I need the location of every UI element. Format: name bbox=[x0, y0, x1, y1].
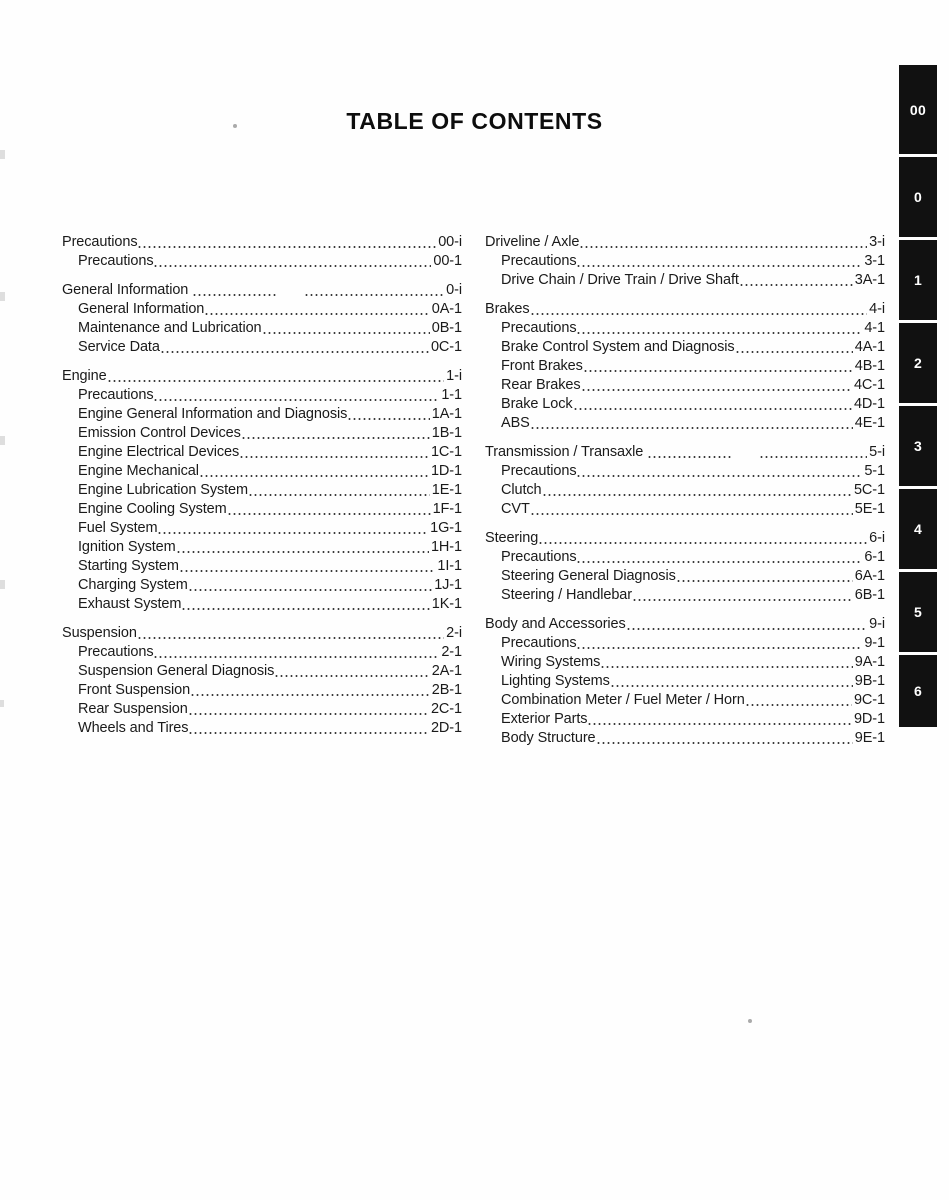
toc-page-number: 3-1 bbox=[864, 253, 885, 269]
toc-entry[interactable] bbox=[62, 338, 462, 357]
toc-group bbox=[485, 443, 885, 519]
toc-dot-leader bbox=[153, 386, 439, 405]
toc-dot-leader bbox=[137, 233, 436, 252]
toc-dot-leader bbox=[248, 481, 430, 500]
table-of-contents bbox=[0, 233, 949, 753]
toc-dot-leader bbox=[647, 443, 867, 462]
toc-page-number: 0C-1 bbox=[430, 339, 462, 355]
toc-entry[interactable] bbox=[485, 376, 885, 395]
toc-dot-leader bbox=[600, 653, 852, 672]
toc-dot-leader bbox=[188, 719, 429, 738]
toc-entry-label: Ignition System bbox=[78, 539, 176, 555]
toc-page-number: 2-1 bbox=[441, 644, 462, 660]
toc-entry-label: Precautions bbox=[501, 320, 577, 336]
toc-column-left bbox=[62, 233, 462, 738]
toc-entry-label: Engine Lubrication System bbox=[78, 482, 248, 498]
toc-entry-label: Engine Cooling System bbox=[78, 501, 227, 517]
toc-dot-leader bbox=[241, 424, 430, 443]
toc-page-number: 0A-1 bbox=[431, 301, 462, 317]
toc-dot-leader bbox=[745, 691, 852, 710]
toc-dot-leader bbox=[137, 624, 444, 643]
toc-page-number: 0-i bbox=[446, 282, 462, 298]
toc-dot-leader bbox=[530, 414, 853, 433]
toc-entry[interactable] bbox=[485, 653, 885, 672]
toc-entry-label: CVT bbox=[501, 501, 530, 517]
toc-dot-leader bbox=[530, 500, 853, 519]
toc-section-heading[interactable] bbox=[485, 529, 885, 548]
toc-dot-leader bbox=[239, 443, 429, 462]
toc-entry[interactable] bbox=[62, 519, 462, 538]
section-tab-label: 3 bbox=[913, 438, 923, 454]
toc-entry[interactable] bbox=[485, 462, 885, 481]
toc-entry[interactable] bbox=[485, 634, 885, 653]
toc-entry[interactable] bbox=[485, 357, 885, 376]
toc-entry-label: Fuel System bbox=[78, 520, 158, 536]
toc-dot-leader bbox=[176, 538, 429, 557]
section-tab-2[interactable] bbox=[899, 323, 937, 406]
toc-entry-label: Body and Accessories bbox=[485, 616, 626, 632]
toc-entry-label: Engine bbox=[62, 368, 107, 384]
toc-group bbox=[485, 300, 885, 433]
toc-entry[interactable] bbox=[485, 319, 885, 338]
toc-entry[interactable] bbox=[485, 672, 885, 691]
toc-section-heading[interactable] bbox=[485, 443, 885, 462]
toc-dot-leader bbox=[576, 252, 862, 271]
toc-entry-label: Drive Chain / Drive Train / Drive Shaft bbox=[501, 272, 739, 288]
toc-entry-label: Precautions bbox=[78, 644, 154, 660]
toc-page-number: 1B-1 bbox=[431, 425, 462, 441]
toc-entry[interactable] bbox=[62, 538, 462, 557]
toc-page-number: 3-i bbox=[869, 234, 885, 250]
toc-entry-label: Precautions bbox=[62, 234, 138, 250]
toc-entry-label: Steering General Diagnosis bbox=[501, 568, 676, 584]
toc-entry[interactable] bbox=[62, 443, 462, 462]
toc-group bbox=[62, 367, 462, 614]
toc-dot-leader bbox=[542, 481, 852, 500]
toc-dot-leader bbox=[179, 557, 436, 576]
toc-entry-label: Rear Brakes bbox=[501, 377, 581, 393]
toc-entry-label: Wheels and Tires bbox=[78, 720, 189, 736]
section-tab-1[interactable] bbox=[899, 240, 937, 323]
toc-dot-leader bbox=[153, 643, 439, 662]
toc-dot-leader bbox=[610, 672, 853, 691]
toc-entry[interactable] bbox=[62, 462, 462, 481]
toc-entry-label: Precautions bbox=[501, 253, 577, 269]
toc-dot-leader bbox=[576, 634, 862, 653]
toc-page-number: 1F-1 bbox=[432, 501, 462, 517]
toc-entry[interactable] bbox=[62, 557, 462, 576]
toc-entry-label: Precautions bbox=[501, 635, 577, 651]
toc-entry-label: Brakes bbox=[485, 301, 530, 317]
toc-entry-label: Exterior Parts bbox=[501, 711, 588, 727]
toc-dot-leader bbox=[538, 529, 867, 548]
section-tab-label: 2 bbox=[913, 355, 923, 371]
toc-entry-label: General Information bbox=[62, 282, 189, 298]
toc-entry[interactable] bbox=[62, 319, 462, 338]
toc-page-number: 4C-1 bbox=[853, 377, 885, 393]
toc-dot-leader bbox=[587, 710, 852, 729]
toc-entry[interactable] bbox=[62, 662, 462, 681]
toc-dot-leader bbox=[579, 233, 867, 252]
toc-entry-label: Precautions bbox=[78, 253, 154, 269]
toc-entry[interactable] bbox=[62, 252, 462, 271]
section-tab-00[interactable] bbox=[899, 65, 937, 157]
toc-page-number: 5C-1 bbox=[853, 482, 885, 498]
toc-entry-label: Wiring Systems bbox=[501, 654, 601, 670]
toc-page-number: 9-i bbox=[869, 616, 885, 632]
toc-dot-leader bbox=[153, 252, 431, 271]
section-tab-strip bbox=[899, 65, 937, 727]
toc-section-heading[interactable] bbox=[485, 300, 885, 319]
toc-entry-label: Driveline / Axle bbox=[485, 234, 580, 250]
toc-entry[interactable] bbox=[62, 405, 462, 424]
toc-page-number: 6B-1 bbox=[854, 587, 885, 603]
toc-dot-leader bbox=[735, 338, 853, 357]
toc-dot-leader bbox=[160, 338, 429, 357]
toc-entry[interactable] bbox=[485, 271, 885, 290]
toc-group bbox=[62, 281, 462, 357]
toc-section-heading[interactable] bbox=[62, 367, 462, 386]
toc-page-number: 1E-1 bbox=[431, 482, 462, 498]
toc-page-number: 9B-1 bbox=[854, 673, 885, 689]
toc-entry[interactable] bbox=[485, 395, 885, 414]
toc-section-heading[interactable] bbox=[62, 233, 462, 252]
toc-page-number: 1C-1 bbox=[430, 444, 462, 460]
toc-dot-leader bbox=[576, 319, 862, 338]
toc-page-number: 5-i bbox=[869, 444, 885, 460]
toc-entry-label: Front Suspension bbox=[78, 682, 191, 698]
toc-page-number: 9E-1 bbox=[854, 730, 885, 746]
toc-page-number: 1D-1 bbox=[430, 463, 462, 479]
toc-page-number: 00-i bbox=[438, 234, 462, 250]
toc-entry-label: Brake Control System and Diagnosis bbox=[501, 339, 735, 355]
toc-entry[interactable] bbox=[62, 481, 462, 500]
toc-entry-label: General Information bbox=[78, 301, 205, 317]
toc-entry[interactable] bbox=[62, 500, 462, 519]
toc-entry-label: Charging System bbox=[78, 577, 188, 593]
toc-entry-label: Combination Meter / Fuel Meter / Horn bbox=[501, 692, 745, 708]
toc-page-number: 2D-1 bbox=[430, 720, 462, 736]
toc-entry-label: Suspension bbox=[62, 625, 137, 641]
toc-dot-leader bbox=[573, 395, 852, 414]
toc-entry-label: Clutch bbox=[501, 482, 542, 498]
toc-dot-leader-segment bbox=[304, 281, 444, 300]
section-tab-3[interactable] bbox=[899, 406, 937, 489]
toc-dot-leader bbox=[676, 567, 853, 586]
toc-dot-leader-gap bbox=[278, 281, 304, 300]
toc-entry-label: Engine General Information and Diagnosis bbox=[78, 406, 348, 422]
toc-dot-leader bbox=[188, 576, 432, 595]
toc-dot-leader-segment bbox=[759, 443, 867, 462]
toc-page-number: 6A-1 bbox=[854, 568, 885, 584]
toc-dot-leader bbox=[227, 500, 431, 519]
toc-entry[interactable] bbox=[62, 595, 462, 614]
section-tab-6[interactable] bbox=[899, 655, 937, 727]
toc-entry-label: Body Structure bbox=[501, 730, 596, 746]
toc-entry[interactable] bbox=[62, 424, 462, 443]
toc-entry[interactable] bbox=[62, 700, 462, 719]
toc-section-heading[interactable] bbox=[62, 624, 462, 643]
toc-entry-label: Steering bbox=[485, 530, 539, 546]
toc-page-number: 6-1 bbox=[864, 549, 885, 565]
toc-page-number: 1J-1 bbox=[434, 577, 462, 593]
toc-group bbox=[485, 615, 885, 748]
toc-page-number: 1I-1 bbox=[437, 558, 462, 574]
toc-page-number: 4-1 bbox=[864, 320, 885, 336]
toc-dot-leader bbox=[181, 595, 429, 614]
section-tab-label: 6 bbox=[913, 683, 923, 699]
toc-dot-leader bbox=[190, 681, 430, 700]
section-tab-label: 00 bbox=[909, 101, 927, 118]
section-tab-label: 5 bbox=[913, 604, 923, 620]
toc-page-number: 9D-1 bbox=[853, 711, 885, 727]
toc-dot-leader bbox=[576, 548, 862, 567]
toc-dot-leader bbox=[626, 615, 868, 634]
toc-dot-leader bbox=[576, 462, 862, 481]
toc-dot-leader bbox=[192, 281, 444, 300]
section-tab-0[interactable] bbox=[899, 157, 937, 240]
toc-entry-label: Precautions bbox=[501, 549, 577, 565]
toc-entry[interactable] bbox=[485, 338, 885, 357]
toc-page-number: 4B-1 bbox=[854, 358, 885, 374]
section-tab-5[interactable] bbox=[899, 572, 937, 655]
toc-dot-leader bbox=[262, 319, 430, 338]
section-tab-4[interactable] bbox=[899, 489, 937, 572]
toc-dot-leader bbox=[632, 586, 853, 605]
toc-page-number: 4D-1 bbox=[853, 396, 885, 412]
toc-page-number: 2-i bbox=[446, 625, 462, 641]
scan-speck bbox=[748, 1019, 752, 1023]
toc-page-number: 1A-1 bbox=[431, 406, 462, 422]
toc-entry-label: Service Data bbox=[78, 339, 160, 355]
toc-entry[interactable] bbox=[485, 414, 885, 433]
section-tab-label: 1 bbox=[913, 272, 923, 288]
toc-entry[interactable] bbox=[485, 252, 885, 271]
toc-dot-leader-segment bbox=[647, 443, 733, 462]
toc-page-number: 9C-1 bbox=[853, 692, 885, 708]
toc-page-number: 1H-1 bbox=[430, 539, 462, 555]
toc-entry[interactable] bbox=[62, 576, 462, 595]
toc-group bbox=[485, 529, 885, 605]
toc-entry[interactable] bbox=[62, 386, 462, 405]
toc-entry-label: Brake Lock bbox=[501, 396, 573, 412]
toc-page-number: 5-1 bbox=[864, 463, 885, 479]
toc-entry-label: Steering / Handlebar bbox=[501, 587, 632, 603]
toc-page-number: 4-i bbox=[869, 301, 885, 317]
section-tab-label: 4 bbox=[913, 521, 923, 537]
toc-section-heading[interactable] bbox=[62, 281, 462, 300]
toc-page-number: 9A-1 bbox=[854, 654, 885, 670]
toc-dot-leader bbox=[204, 300, 430, 319]
toc-dot-leader bbox=[583, 357, 853, 376]
toc-entry[interactable] bbox=[485, 500, 885, 519]
toc-page-number: 1-1 bbox=[441, 387, 462, 403]
toc-entry[interactable] bbox=[485, 548, 885, 567]
toc-entry[interactable] bbox=[62, 643, 462, 662]
toc-entry-label: Rear Suspension bbox=[78, 701, 188, 717]
toc-entry[interactable] bbox=[485, 729, 885, 748]
toc-page-number: 0B-1 bbox=[431, 320, 462, 336]
toc-page-number: 2A-1 bbox=[431, 663, 462, 679]
toc-entry-label: Emission Control Devices bbox=[78, 425, 241, 441]
toc-page-number: 1G-1 bbox=[430, 520, 462, 536]
toc-entry[interactable] bbox=[485, 481, 885, 500]
toc-entry-label: Exhaust System bbox=[78, 596, 182, 612]
toc-dot-leader bbox=[188, 700, 429, 719]
toc-entry[interactable] bbox=[62, 719, 462, 738]
toc-entry-label: Precautions bbox=[78, 387, 154, 403]
toc-page-number: 2B-1 bbox=[431, 682, 462, 698]
toc-entry[interactable] bbox=[62, 300, 462, 319]
toc-dot-leader bbox=[347, 405, 430, 424]
toc-entry-label: ABS bbox=[501, 415, 530, 431]
toc-entry-label: Maintenance and Lubrication bbox=[78, 320, 262, 336]
toc-dot-leader bbox=[581, 376, 852, 395]
toc-entry-label: Suspension General Diagnosis bbox=[78, 663, 275, 679]
toc-section-heading[interactable] bbox=[485, 615, 885, 634]
toc-page-number: 9-1 bbox=[864, 635, 885, 651]
toc-group bbox=[62, 624, 462, 738]
toc-entry[interactable] bbox=[485, 691, 885, 710]
toc-entry-label: Transmission / Transaxle bbox=[485, 444, 644, 460]
toc-dot-leader-segment bbox=[192, 281, 278, 300]
toc-page-number: 4E-1 bbox=[854, 415, 885, 431]
toc-entry-label: Precautions bbox=[501, 463, 577, 479]
toc-page-number: 3A-1 bbox=[854, 272, 885, 288]
scan-edge-mark bbox=[0, 150, 5, 159]
toc-page-number: 00-1 bbox=[433, 253, 462, 269]
toc-dot-leader bbox=[596, 729, 853, 748]
toc-dot-leader bbox=[107, 367, 445, 386]
toc-entry[interactable] bbox=[485, 710, 885, 729]
toc-entry-label: Engine Mechanical bbox=[78, 463, 199, 479]
toc-entry-label: Engine Electrical Devices bbox=[78, 444, 240, 460]
toc-dot-leader bbox=[530, 300, 868, 319]
toc-dot-leader-gap bbox=[733, 443, 759, 462]
toc-entry[interactable] bbox=[485, 586, 885, 605]
toc-page-number: 6-i bbox=[869, 530, 885, 546]
toc-entry[interactable] bbox=[485, 567, 885, 586]
toc-entry[interactable] bbox=[62, 681, 462, 700]
toc-group bbox=[62, 233, 462, 271]
page-title: TABLE OF CONTENTS bbox=[346, 108, 603, 134]
toc-column-right bbox=[485, 233, 885, 748]
toc-dot-leader bbox=[157, 519, 428, 538]
toc-group bbox=[485, 233, 885, 290]
toc-entry-label: Lighting Systems bbox=[501, 673, 610, 689]
toc-page-number: 5E-1 bbox=[854, 501, 885, 517]
toc-entry-label: Starting System bbox=[78, 558, 179, 574]
toc-page-number: 1-i bbox=[446, 368, 462, 384]
section-tab-label: 0 bbox=[913, 189, 923, 205]
toc-dot-leader bbox=[274, 662, 429, 681]
toc-section-heading[interactable] bbox=[485, 233, 885, 252]
toc-dot-leader bbox=[739, 271, 853, 290]
toc-entry-label: Front Brakes bbox=[501, 358, 583, 374]
toc-page-number: 1K-1 bbox=[431, 596, 462, 612]
toc-page-number: 2C-1 bbox=[430, 701, 462, 717]
toc-page-number: 4A-1 bbox=[854, 339, 885, 355]
toc-dot-leader bbox=[199, 462, 429, 481]
